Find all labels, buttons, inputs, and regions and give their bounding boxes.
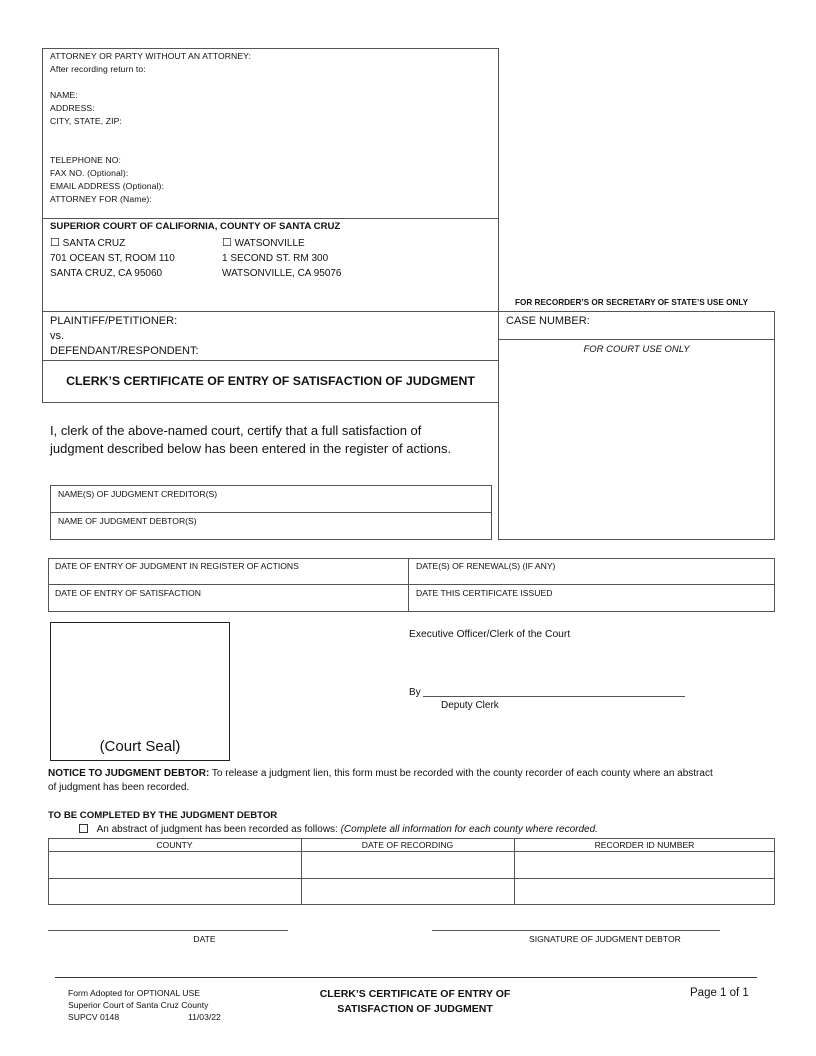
abstract-italic: (Complete all information for each county where recorded. [340, 824, 598, 835]
footer-title1: CLERK’S CERTIFICATE OF ENTRY OF [319, 988, 511, 1000]
form-title: CLERK’S CERTIFICATE OF ENTRY OF SATISFACTION OF JUDGMENT [66, 374, 475, 388]
certify-line2: judgment described below has been entered in the register of actions. [50, 441, 452, 456]
clerk-signature-line[interactable] [423, 696, 685, 697]
santa-cruz-address [50, 236, 220, 281]
watsonville-line2: WATSONVILLE, CA 95076 [222, 268, 342, 279]
notice-text2: of judgment has been recorded. [48, 782, 190, 793]
telephone-label: TELEPHONE NO: [50, 155, 122, 165]
col-recorder-id: RECORDER ID NUMBER [594, 840, 695, 850]
creditor-label: NAME(S) OF JUDGMENT CREDITOR(S) [58, 489, 218, 499]
santa-cruz-line2: SANTA CRUZ, CA 95060 [50, 268, 163, 279]
renewal-label: DATE(S) OF RENEWAL(S) (IF ANY) [416, 561, 556, 571]
case-number-label: CASE NUMBER: [506, 315, 590, 327]
notice-text1: To release a judgment lien, this form must be recorded with the county recorder of each county where an abstract [209, 768, 713, 779]
recorder-use-label: FOR RECORDER’S OR SECRETARY OF STATE’S USE ONLY [515, 298, 749, 307]
footer-title [290, 987, 540, 1017]
abstract-checkbox[interactable] [79, 824, 88, 833]
attorney-info [50, 50, 251, 206]
col-date-recording: DATE OF RECORDING [361, 840, 454, 850]
plaintiff-label: PLAINTIFF/PETITIONER: [50, 315, 178, 327]
footer-title2: SATISFACTION OF JUDGMENT [337, 1003, 493, 1015]
watsonville-line1: 1 SECOND ST. RM 300 [222, 253, 329, 264]
certify-line1: I, clerk of the above-named court, certify that a full satisfaction of [50, 423, 422, 438]
issued-label: DATE THIS CERTIFICATE ISSUED [416, 588, 553, 598]
court-use-label: FOR COURT USE ONLY [583, 344, 690, 355]
debtor-section-heading: TO BE COMPLETED BY THE JUDGMENT DEBTOR [48, 810, 278, 821]
name-label: NAME: [50, 90, 78, 100]
footer-adopted: Form Adopted for OPTIONAL USE [68, 988, 200, 998]
table-row[interactable] [49, 879, 774, 904]
santa-cruz-line1: 701 OCEAN ST, ROOM 110 [50, 253, 175, 264]
watsonville-address [222, 236, 412, 281]
attorney-for-label: ATTORNEY FOR (Name): [50, 194, 152, 204]
footer-court: Superior Court of Santa Cruz County [68, 1000, 209, 1010]
date-label: DATE [193, 934, 216, 944]
debtor-signature-line[interactable] [432, 930, 720, 931]
attorney-heading: ATTORNEY OR PARTY WITHOUT AN ATTORNEY: [50, 51, 252, 61]
footer-form-date: 11/03/22 [188, 1012, 221, 1022]
entry-satisfaction-label: DATE OF ENTRY OF SATISFACTION [55, 588, 201, 598]
table-row[interactable] [49, 852, 774, 878]
vs-label: vs. [50, 330, 65, 342]
debtor-label: NAME OF JUDGMENT DEBTOR(S) [58, 516, 197, 526]
watsonville-name: WATSONVILLE [234, 238, 305, 249]
court-seal-label: (Court Seal) [99, 738, 181, 755]
entry-judgment-label: DATE OF ENTRY OF JUDGMENT IN REGISTER OF ACTIONS [55, 561, 299, 571]
page-number: Page 1 of 1 [690, 987, 749, 999]
city-label: CITY, STATE, ZIP: [50, 116, 122, 126]
footer-form-no: SUPCV 0148 [68, 1012, 120, 1022]
defendant-label: DEFENDANT/RESPONDENT: [50, 345, 199, 357]
parties [50, 314, 199, 359]
footer-left [68, 987, 221, 1023]
court-use-box [498, 339, 775, 540]
abstract-checkbox-row [79, 824, 598, 835]
by-label: By [409, 687, 421, 698]
deputy-clerk-label: Deputy Clerk [441, 700, 499, 711]
date-signature-line[interactable] [48, 930, 288, 931]
notice-label: NOTICE TO JUDGMENT DEBTOR: [48, 768, 210, 779]
footer-divider [55, 977, 757, 978]
watsonville-checkbox[interactable]: ☐ [222, 237, 232, 249]
return-to-label: After recording return to: [50, 64, 146, 74]
fax-label: FAX NO. (Optional): [50, 168, 129, 178]
notice [48, 767, 778, 795]
address-label: ADDRESS: [50, 103, 95, 113]
col-county: COUNTY [156, 840, 193, 850]
debtor-signature-label: SIGNATURE OF JUDGMENT DEBTOR [529, 934, 681, 944]
santa-cruz-name: SANTA CRUZ [62, 238, 126, 249]
certify-text [50, 422, 451, 458]
santa-cruz-checkbox[interactable]: ☐ [50, 237, 60, 249]
abstract-text: An abstract of judgment has been recorded as follows: [96, 824, 341, 835]
clerk-title: Executive Officer/Clerk of the Court [409, 629, 571, 640]
email-label: EMAIL ADDRESS (Optional): [50, 181, 164, 191]
court-title: SUPERIOR COURT OF CALIFORNIA, COUNTY OF SANTA CRUZ [50, 221, 341, 232]
